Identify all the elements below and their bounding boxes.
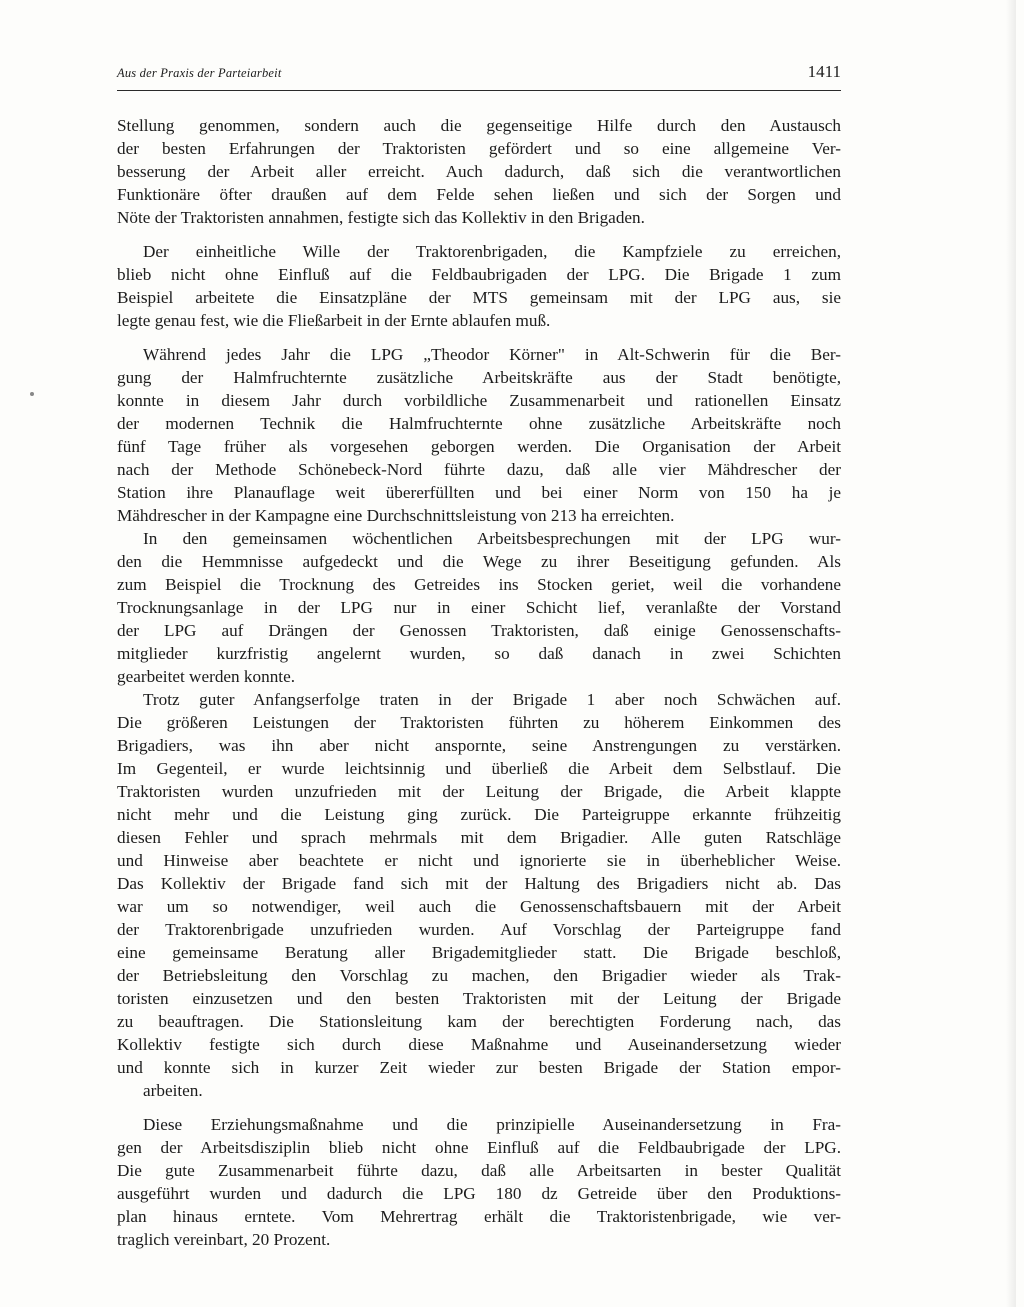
text-line: plan hinaus erntete. Vom Mehrertrag erhält die Traktoristenbrigade, wie ver-: [117, 1207, 841, 1226]
text-line: blieb nicht ohne Einfluß auf die Feldbaubrigaden der LPG. Die Brigade 1 zum: [117, 265, 841, 284]
paragraph: [117, 688, 841, 1102]
text-line: arbeiten.: [143, 1081, 203, 1100]
text-line: Nöte der Traktoristen annahmen, festigte sich das Kollektiv in den Brigaden.: [117, 208, 645, 227]
text-line: der modernen Technik die Halmfruchternte ohne zusätzliche Arbeitskräfte noch: [117, 414, 841, 433]
paragraph: [117, 343, 841, 527]
text-line: Brigadiers, was ihn aber nicht anspornte, seine Anstrengungen zu verstärken.: [117, 736, 841, 755]
text-line: Im Gegenteil, er wurde leichtsinnig und überließ die Arbeit dem Selbstlauf. Die: [117, 759, 841, 778]
text-line: und konnte sich in kurzer Zeit wieder zur besten Brigade der Station empor-: [117, 1058, 841, 1077]
scan-edge-shadow: [1006, 0, 1016, 1307]
text-line: Die gute Zusammenarbeit führte dazu, daß alle Arbeitsarten in bester Qualität: [117, 1161, 841, 1180]
text-line: Stellung genommen, sondern auch die gegenseitige Hilfe durch den Austausch: [117, 116, 841, 135]
text-line: und Hinweise aber beachtete er nicht und ignorierte sie in überheblicher Weise.: [117, 851, 841, 870]
text-line: den die Hemmnisse aufgedeckt und die Wege zu ihrer Beseitigung gefunden. Als: [117, 552, 841, 571]
text-line: diesen Fehler und sprach mehrmals mit dem Brigadier. Alle guten Ratschläge: [117, 828, 841, 847]
text-line: legte genau fest, wie die Fließarbeit in der Ernte ablaufen muß.: [117, 311, 551, 330]
margin-speck: [30, 392, 34, 396]
text-line: besserung der Arbeit aller erreicht. Auch dadurch, daß sich die verantwortlichen: [117, 162, 841, 181]
body-text: [117, 114, 841, 1251]
text-line: der besten Erfahrungen der Traktoristen gefördert und so eine allgemeine Ver-: [117, 139, 841, 158]
text-line: der LPG auf Drängen der Genossen Traktoristen, daß einige Genossenschafts-: [117, 621, 841, 640]
text-line: der Traktorenbrigade unzufrieden wurden. Auf Vorschlag der Parteigruppe fand: [117, 920, 841, 939]
text-line: In den gemeinsamen wöchentlichen Arbeitsbesprechungen mit der LPG wur-: [143, 529, 841, 548]
text-line: Trotz guter Anfangserfolge traten in der Brigade 1 aber noch Schwächen auf.: [143, 690, 841, 709]
text-line: ausgeführt wurden und dadurch die LPG 180 dz Getreide über den Produktions-: [117, 1184, 841, 1203]
text-line: nicht mehr und die Leistung ging zurück. Die Parteigruppe erkannte frühzeitig: [117, 805, 841, 824]
text-line: zum Beispiel die Trocknung des Getreides ins Stocken geriet, weil die vorhandene: [117, 575, 841, 594]
text-line: Mähdrescher in der Kampagne eine Durchschnittsleistung von 213 ha erreichten.: [117, 506, 675, 525]
page-number: 1411: [807, 62, 841, 81]
text-line: Der einheitliche Wille der Traktorenbrigaden, die Kampfziele zu erreichen,: [143, 242, 841, 261]
text-line: war um so notwendiger, weil auch die Genossenschaftsbauern mit der Arbeit: [117, 897, 841, 916]
text-line: Trocknungsanlage in der LPG nur in einer Schicht lief, veranlaßte der Vorstand: [117, 598, 841, 617]
text-line: Die größeren Leistungen der Traktoristen führten zu höherem Einkommen des: [117, 713, 841, 732]
text-line: Funktionäre öfter draußen auf dem Felde sehen ließen und sich der Sorgen und: [117, 185, 841, 204]
text-line: Diese Erziehungsmaßnahme und die prinzipielle Auseinandersetzung in Fra-: [143, 1115, 841, 1134]
text-line: mitglieder kurzfristig angelernt wurden, so daß danach in zwei Schichten: [117, 644, 841, 663]
text-line: fünf Tage früher als vorgesehen geborgen werden. Die Organisation der Arbeit: [117, 437, 841, 456]
text-line: Kollektiv festigte sich durch diese Maßnahme und Auseinandersetzung wieder: [117, 1035, 841, 1054]
text-line: gearbeitet werden konnte.: [117, 667, 296, 686]
paragraph: [117, 114, 841, 229]
text-line: gung der Halmfruchternte zusätzliche Arbeitskräfte aus der Stadt benötigte,: [117, 368, 841, 387]
text-line: Station ihre Planauflage weit übererfüllten und bei einer Norm von 150 ha je: [117, 483, 841, 502]
running-header: [117, 62, 841, 91]
text-line: eine gemeinsame Beratung aller Brigademitglieder statt. Die Brigade beschloß,: [117, 943, 841, 962]
text-line: Während jedes Jahr die LPG „Theodor Körner" in Alt-Schwerin für die Ber-: [143, 345, 841, 364]
text-line: Das Kollektiv der Brigade fand sich mit der Haltung des Brigadiers nicht ab. Das: [117, 874, 841, 893]
text-line: Beispiel arbeitete die Einsatzpläne der MTS gemeinsam mit der LPG aus, sie: [117, 288, 841, 307]
text-line: Traktoristen wurden unzufrieden mit der Leitung der Brigade, die Arbeit klappte: [117, 782, 841, 801]
paragraph: [117, 1113, 841, 1251]
text-line: traglich vereinbart, 20 Prozent.: [117, 1230, 331, 1249]
text-line: toristen einzusetzen und den besten Traktoristen mit der Leitung der Brigade: [117, 989, 841, 1008]
text-line: gen der Arbeitsdisziplin blieb nicht ohne Einfluß auf die Feldbaubrigade der LPG.: [117, 1138, 841, 1157]
text-line: konnte in diesem Jahr durch vorbildliche Zusammenarbeit und rationellen Einsatz: [117, 391, 841, 410]
text-line: zu beauftragen. Die Stationsleitung kam der berechtigten Forderung nach, das: [117, 1012, 841, 1031]
running-title: Aus der Praxis der Parteiarbeit: [117, 66, 282, 80]
paragraph: [117, 240, 841, 332]
paragraph: [117, 527, 841, 688]
text-line: nach der Methode Schönebeck-Nord führte dazu, daß alle vier Mähdrescher der: [117, 460, 841, 479]
text-line: der Betriebsleitung den Vorschlag zu machen, den Brigadier wieder als Trak-: [117, 966, 841, 985]
